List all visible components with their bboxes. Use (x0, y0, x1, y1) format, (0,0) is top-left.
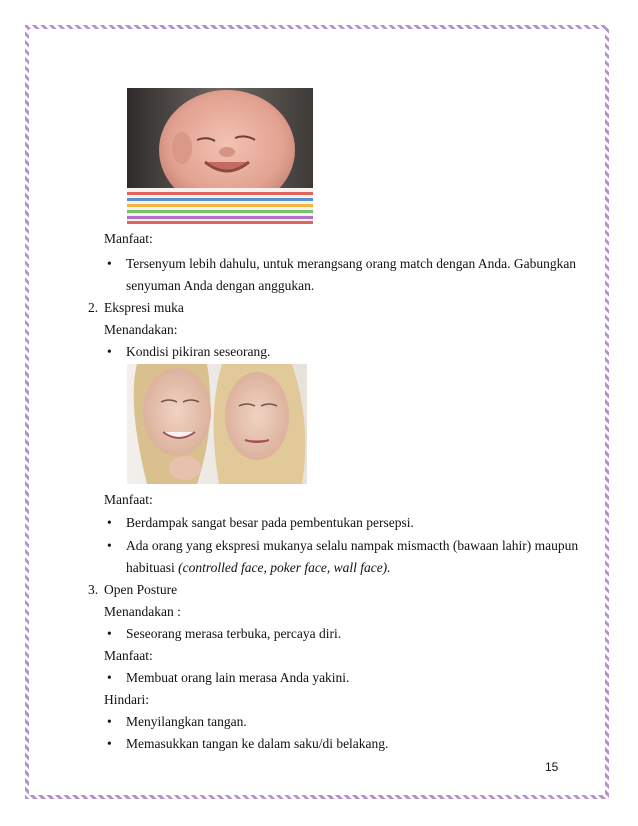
manfaat-item-2a: Berdampak sangat besar pada pembentukan persepsi. (126, 515, 414, 530)
bullet: • (107, 344, 112, 359)
two-faces-expression-photo (127, 364, 307, 484)
bullet: • (107, 736, 112, 751)
section-2-title: Ekspresi muka (104, 300, 184, 315)
bullet: • (107, 256, 112, 271)
menandakan-label-3: Menandakan : (104, 604, 181, 619)
hindari-label: Hindari: (104, 692, 149, 707)
manfaat-item-2b-line2 (126, 560, 391, 576)
hindari-item-2: Memasukkan tangan ke dalam saku/di belakang. (126, 736, 389, 751)
manfaat-item-2b-italic: (controlled face, poker face, wall face). (178, 560, 391, 575)
baby-smiling-photo (127, 88, 313, 224)
bullet: • (107, 714, 112, 729)
menandakan-item-2: Kondisi pikiran seseorang. (126, 344, 271, 359)
bullet: • (107, 626, 112, 641)
page-number: 15 (545, 760, 559, 774)
section-3-title: Open Posture (104, 582, 178, 597)
menandakan-item-3: Seseorang merasa terbuka, percaya diri. (126, 626, 342, 641)
manfaat-label-3: Manfaat: (104, 648, 153, 663)
manfaat-item-1-line1: Tersenyum lebih dahulu, untuk merangsang orang match dengan Anda. Gabungkan (126, 256, 577, 271)
list-number-2: 2. (88, 300, 99, 315)
bullet: • (107, 515, 112, 530)
hindari-item-1: Menyilangkan tangan. (126, 714, 247, 729)
manfaat-label-1: Manfaat: (104, 231, 153, 246)
manfaat-item-3: Membuat orang lain merasa Anda yakini. (126, 670, 350, 685)
manfaat-item-1-line2: senyuman Anda dengan anggukan. (126, 278, 315, 293)
bullet: • (107, 670, 112, 685)
manfaat-label-2: Manfaat: (104, 492, 153, 507)
manfaat-item-2b-prefix: habituasi (126, 560, 179, 575)
list-number-3: 3. (88, 582, 99, 597)
menandakan-label-2: Menandakan: (104, 322, 178, 337)
bullet: • (107, 538, 112, 553)
manfaat-item-2b-line1: Ada orang yang ekspresi mukanya selalu nampak mismacth (bawaan lahir) maupun (126, 538, 579, 553)
